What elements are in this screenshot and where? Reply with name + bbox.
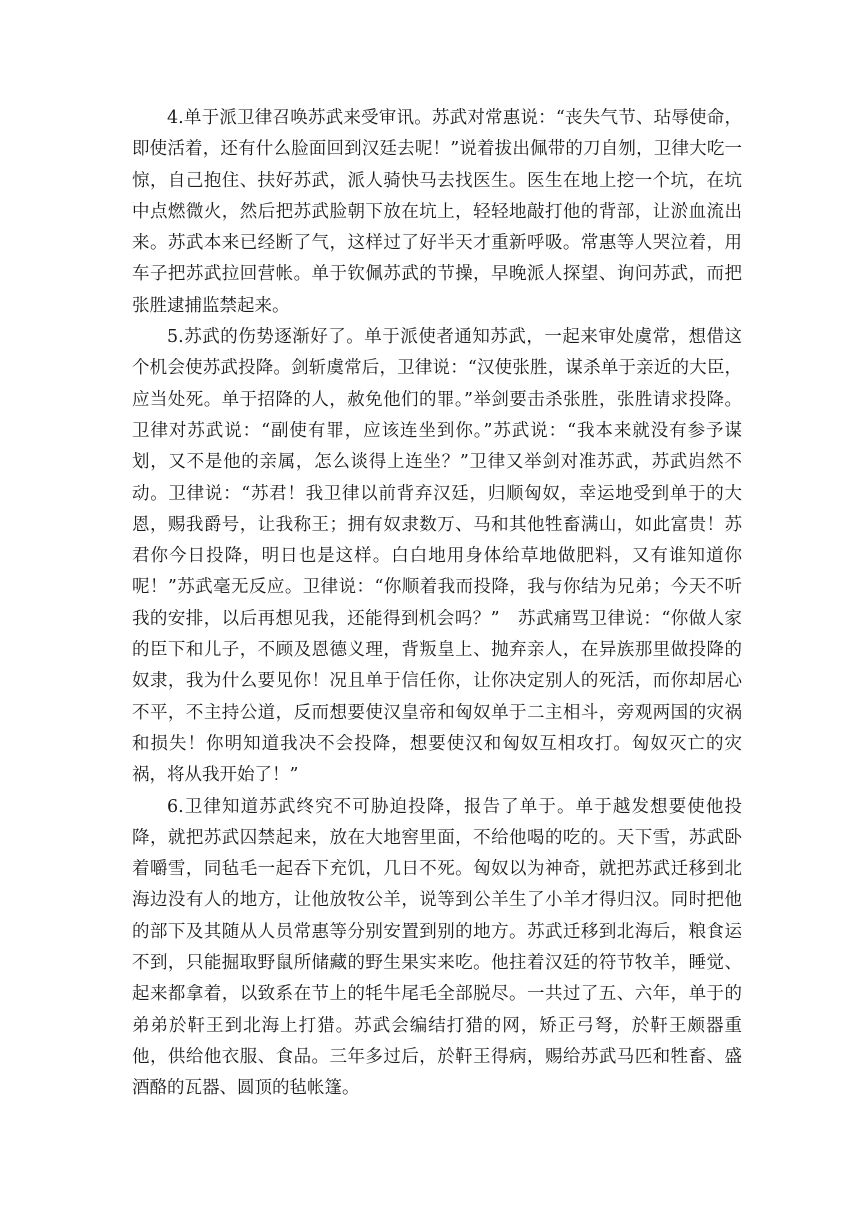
paragraph-6: 6.卫律知道苏武终究不可胁迫投降，报告了单于。单于越发想要使他投降，就把苏武囚禁起来，放在大地窖里面，不给他喝的吃的。天下雪，苏武卧着嚼雪，同毡毛一起吞下充饥，几日不死。匈奴以为神奇，就把苏武迁移到北海边没有人的地方，让他放牧公羊，说等到公羊生了小羊才得归汉。同时把他的部下及其随从人员常惠等分别安置到别的地方。苏武迁移到北海后，粮食运不到，只能掘取野鼠所储藏的野生果实来吃。他拄着汉廷的符节牧羊，睡觉、起来都拿着，以致系在节上的牦牛尾毛全部脱尽。一共过了五、六年，单于的弟弟於靬王到北海上打猎。苏武会编结打猎的网，矫正弓弩，於靬王颇器重他，供给他衣服、食品。三年多过后，於靬王得病，赐给苏武马匹和牲畜、盛酒酪的瓦器、圆顶的毡帐篷。 <box>132 796 742 1099</box>
paragraph-4: 4.单于派卫律召唤苏武来受审讯。苏武对常惠说：“丧失气节、玷辱使命，即使活着，还有什么脸面回到汉廷去呢！”说着拔出佩带的刀自刎，卫律大吃一惊，自己抱住、扶好苏武，派人骑快马去找医生。医生在地上挖一个坑，在坑中点燃微火，然后把苏武脸朝下放在坑上，轻轻地敲打他的背部，让淤血流出来。苏武本来已经断了气，这样过了好半天才重新呼吸。常惠等人哭泣着，用车子把苏武拉回营帐。单于钦佩苏武的节操，早晚派人探望、询问苏武，而把张胜逮捕监禁起来。 <box>132 108 742 316</box>
document-body <box>132 103 742 1105</box>
paragraph-5: 5.苏武的伤势逐渐好了。单于派使者通知苏武，一起来审处虞常，想借这个机会使苏武投降。剑斩虞常后，卫律说：“汉使张胜，谋杀单于亲近的大臣，应当处死。单于招降的人，赦免他们的罪。”举剑要击杀张胜，张胜请求投降。卫律对苏武说：“副使有罪，应该连坐到你。”苏武说：“我本来就没有参予谋划，又不是他的亲属，怎么谈得上连坐？”卫律又举剑对准苏武，苏武岿然不动。卫律说：“苏君！我卫律以前背弃汉廷，归顺匈奴，幸运地受到单于的大恩，赐我爵号，让我称王；拥有奴隶数万、马和其他牲畜满山，如此富贵！苏君你今日投降，明日也是这样。白白地用身体给草地做肥料，又有谁知道你呢！”苏武毫无反应。卫律说：“你顺着我而投降，我与你结为兄弟；今天不听我的安排，以后再想见我，还能得到机会吗？” 苏武痛骂卫律说：“你做人家的臣下和儿子，不顾及恩德义理，背叛皇上、抛弃亲人，在异族那里做投降的奴隶，我为什么要见你！况且单于信任你，让你决定别人的死活，而你却居心不平，不主持公道，反而想要使汉皇帝和匈奴单于二主相斗，旁观两国的灾祸和损失！你明知道我决不会投降，想要使汉和匈奴互相攻打。匈奴灭亡的灾祸，将从我开始了！” <box>132 327 742 786</box>
